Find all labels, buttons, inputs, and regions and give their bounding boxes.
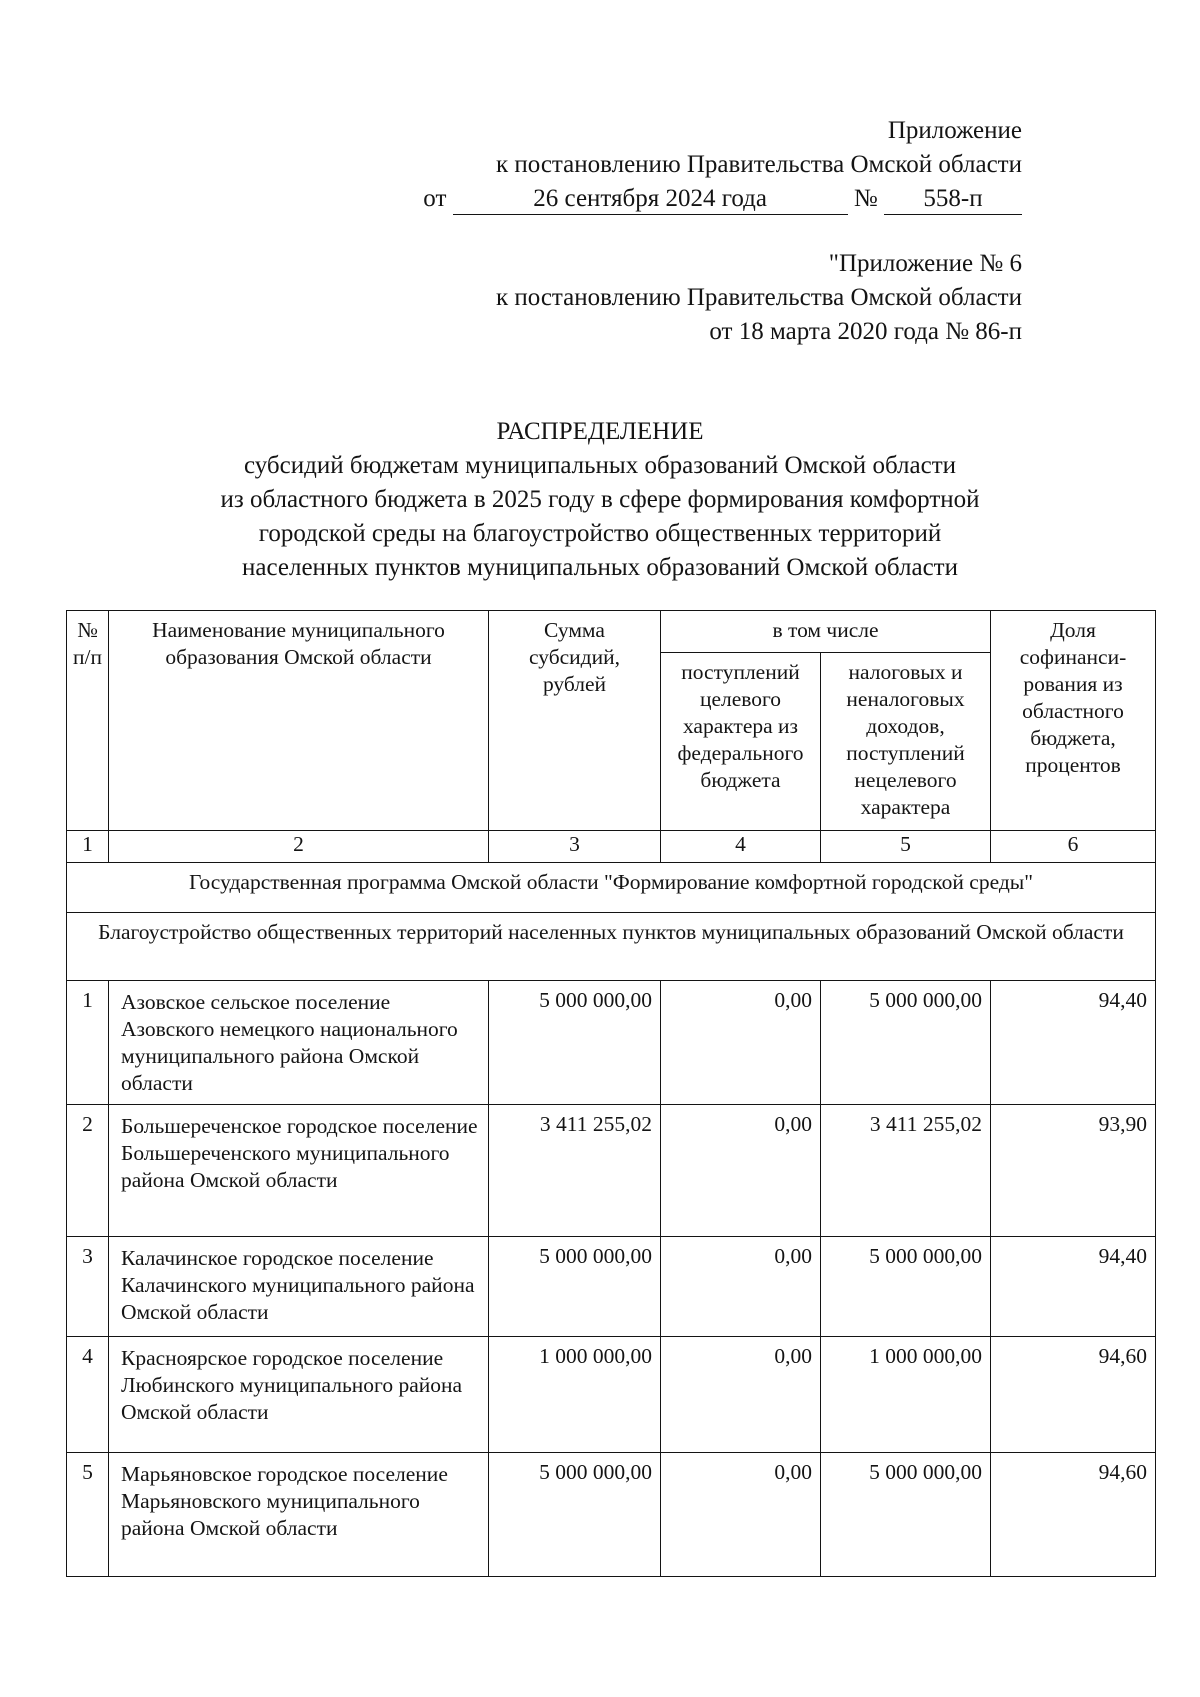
row-number: 1 (67, 981, 109, 1105)
federal-amount: 0,00 (661, 1237, 821, 1337)
header-federal: поступлений целевого характера из федерального бюджета (661, 653, 821, 831)
quoted-decree-reference: к постановлению Правительства Омской области (495, 284, 1022, 311)
table-row (67, 1105, 1156, 1237)
col-number-2: 2 (109, 831, 489, 863)
cofinancing-share: 94,60 (991, 1337, 1156, 1453)
distribution-table (66, 610, 1156, 1577)
appendix-header (423, 114, 1022, 216)
municipality-name: Большереченское городское поселение Большереченского муниципального района Омской области (109, 1105, 489, 1237)
quoted-appendix-header (496, 247, 1022, 349)
cofinancing-share: 93,90 (991, 1105, 1156, 1237)
subsidy-sum: 1 000 000,00 (489, 1337, 661, 1453)
subsidy-sum: 5 000 000,00 (489, 981, 661, 1105)
municipality-name: Азовское сельское поселение Азовского немецкого национального муниципального района Омской области (109, 981, 489, 1105)
decree-date: 26 сентября 2024 года (453, 184, 848, 215)
municipality-name: Красноярское городское поселение Любинского муниципального района Омской области (109, 1337, 489, 1453)
row-number: 2 (67, 1105, 109, 1237)
cofinancing-share: 94,40 (991, 981, 1156, 1105)
municipality-name: Калачинское городское поселение Калачинского муниципального района Омской области (109, 1237, 489, 1337)
row-number: 4 (67, 1337, 109, 1453)
row-number: 3 (67, 1237, 109, 1337)
cofinancing-share: 94,40 (991, 1237, 1156, 1337)
federal-amount: 0,00 (661, 1105, 821, 1237)
column-numbers-row (67, 831, 1156, 863)
tax-amount: 5 000 000,00 (821, 981, 991, 1105)
header-sum: Сумма субсидий, рублей (489, 611, 661, 831)
municipality-name: Марьяновское городское поселение Марьяновского муниципального района Омской области (109, 1453, 489, 1577)
title-line-3: городской среды на благоустройство общественных территорий (258, 520, 942, 547)
tax-amount: 1 000 000,00 (821, 1337, 991, 1453)
subsidy-sum: 5 000 000,00 (489, 1453, 661, 1577)
row-number: 5 (67, 1453, 109, 1577)
federal-amount: 0,00 (661, 1453, 821, 1577)
header-including: в том числе (661, 611, 991, 653)
header-name: Наименование муниципального образования Омской области (109, 611, 489, 831)
tax-amount: 3 411 255,02 (821, 1105, 991, 1237)
col-number-4: 4 (661, 831, 821, 863)
header-tax: налоговых и неналоговых доходов, поступлений нецелевого характера (821, 653, 991, 831)
table-row (67, 1337, 1156, 1453)
tax-amount: 5 000 000,00 (821, 1453, 991, 1577)
title-line-1: субсидий бюджетам муниципальных образований Омской области (243, 452, 957, 479)
subprogram-title: Благоустройство общественных территорий населенных пунктов муниципальных образований Омской области (67, 913, 1156, 981)
quoted-decree-date: от 18 марта 2020 года № 86-п (709, 318, 1022, 345)
header-no: № п/п (67, 611, 109, 831)
col-number-6: 6 (991, 831, 1156, 863)
col-number-3: 3 (489, 831, 661, 863)
tax-amount: 5 000 000,00 (821, 1237, 991, 1337)
program-row (67, 863, 1156, 913)
federal-amount: 0,00 (661, 1337, 821, 1453)
title-heading: РАСПРЕДЕЛЕНИЕ (496, 418, 704, 445)
decree-date-line (423, 182, 1022, 216)
quoted-appendix-label: "Приложение № 6 (828, 250, 1022, 277)
program-title: Государственная программа Омской области "Формирование комфортной городской среды" (67, 863, 1156, 913)
number-sign: № (853, 185, 878, 212)
subsidy-sum: 5 000 000,00 (489, 1237, 661, 1337)
from-word: от (423, 185, 447, 212)
title-line-2: из областного бюджета в 2025 году в сфере формирования комфортной (220, 486, 980, 513)
table-row (67, 1237, 1156, 1337)
subprogram-row (67, 913, 1156, 981)
cofinancing-share: 94,60 (991, 1453, 1156, 1577)
decree-number: 558-п (884, 184, 1022, 215)
col-number-5: 5 (821, 831, 991, 863)
title-line-4: населенных пунктов муниципальных образований Омской области (242, 554, 958, 581)
header-share: Доля софинанси-рования из областного бюджета, процентов (991, 611, 1156, 831)
subsidy-sum: 3 411 255,02 (489, 1105, 661, 1237)
table-row (67, 981, 1156, 1105)
federal-amount: 0,00 (661, 981, 821, 1105)
col-number-1: 1 (67, 831, 109, 863)
decree-reference: к постановлению Правительства Омской области (495, 151, 1022, 178)
document-title (0, 415, 1200, 585)
appendix-label: Приложение (887, 117, 1022, 144)
table-row (67, 1453, 1156, 1577)
